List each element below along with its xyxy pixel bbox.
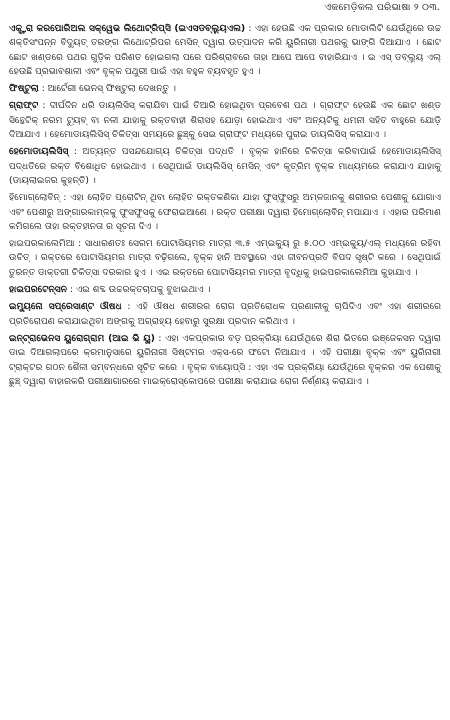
entry-term: ହେମୋଡାୟଲିସିସ୍ <box>9 147 69 158</box>
entry-hyperkalemia <box>9 237 441 280</box>
entry-definition: ହିମୋଗ୍ଲୋବିନ୍ : ଏହା ଲୋହିତ ପ୍ରୋଟିନ୍ ଥିବା ଲୋହିତ ରକ୍ତକଣିକା ଯାହା ଫୁସ୍‌ଫୁସରୁ ଅମ୍ଳଜାନକୁ ଶରୀରର ପେଶୀକୁ ଯୋଗାଏ ଏବଂ ପେଶୀରୁ ଅଙ୍ଗାରକାମ୍ଳକୁ ଫୁସଫୁସକୁ ଫେରାଇଆଣେ । ରକ୍ତ ପରୀକ୍ଷା ଦ୍ୱାରା ହିମୋଗ୍ଲୋବିନ୍ ମପାଯାଏ । ଏହାର ପରିମାଣ କମିଗଲେ ତାହା ରକ୍ତହୀନତା ର ସୂଚନା ଦିଏ । <box>9 193 441 232</box>
entry-definition: ହାଇପରକାଲେମିଆ : ସାଧାରଣତଃ ସେରମ ପୋଟାସିୟମର ମାତ୍ରା ୩.୫ ଏମ୍‌ଇକ୍ୟୁ ରୁ ୫.୦୦ ଏମ୍‌ଇକ୍ୟୁ/ଏଲ୍ ମଧ୍ୟରେ ରହିବା ଉଚିତ୍ । ରକ୍ତରେ ପୋଟାସିୟମର ମାତ୍ରା ବଢ଼ିଗଲେ, ବୃକ୍କ ହାନି ଅବସ୍ଥାରେ ଏହା ଜୀବନପ୍ରତି ବିପଦ ସୃଷ୍ଟି କରେ । ସେଥିପାଇଁ ତୁରନ୍ତ ଡାକ୍ତରୀ ଚିକିତ୍ସା ଦରକାର ହୁଏ । ଏଇ ରକ୍ତରେ ପୋଟାସିୟମର ମାତ୍ରା ବୃଦ୍ଧିକୁ ହାଇପରକାଲେମିଆ କୁହାଯାଏ । <box>9 239 441 278</box>
entry-definition: : ଏହା ଏକପ୍ରକାର ବଡ଼ ପ୍ରକ୍ରିୟା ଯେଉଁଥିରେ ଶିରା ଭିତରେ ଇଞ୍ଜେକସନ ଦ୍ୱାରା ଡାଇ ଦିଆଗଲାପରେ କ୍ରମାନୁସାରେ ୟୁରିନାରୀ ସିଷ୍ଟମର ଏକ୍ସ-ରେ ଫଟୋ ନିଆଯାଏ । ଏହି ପରୀକ୍ଷା ବୃକ୍କ ଏବଂ ୟୁରିନାରୀ ଟ୍ରାକ୍ଟର ଗଠନ ଶୈଳୀ ସମ୍ବନ୍ଧରେ ସୂଚିତ କରେ । ବୃକ୍କ ବାୟୋପ୍‌ସି : ଏହା ଏକ ପ୍ରକ୍ରିୟା ଯେଉଁଥିରେ ବୃକ୍କର ଏକ ପେଶୀକୁ ଛୁଞ୍ଚ୍ ଦ୍ୱାରା ବାହାରକରି ପରୀକ୍ଷାଗାରରେ ମାଇକ୍ରୋସ୍କୋପରେ ପରୀକ୍ଷା କରାଯାଇ ରୋଗ ନିର୍ଣ୍ଣୟ କରାଯାଏ । <box>9 333 442 387</box>
entry-term: ଏକ୍ସ୍ଟ୍ରା କରପୋରିଅଲ ସକ୍‌ୱେଭ ଲିଥୋଟ୍ରିପ୍‌ସି (ଇଏସଡବ୍ଲ୍ୟୁଏଲ) <box>9 24 246 34</box>
entry-immunosuppressant <box>9 300 441 329</box>
entry-term: ହାଇପରଟେନ୍‌ସନ <box>9 285 67 296</box>
entry-eswl <box>9 22 441 79</box>
entry-term: ଗ୍ରାଫ୍ଟ <box>9 101 39 112</box>
entry-hemoglobin <box>9 191 441 234</box>
entry-hemodialysis <box>9 145 441 188</box>
entry-term: ଫିଷ୍ଟୁଲା <box>9 84 39 95</box>
entry-ivu <box>9 332 441 389</box>
page-header: ଏକମେଡ଼ିକଲ ପରିଭାଷା ୨ ୦୩. <box>324 2 440 13</box>
entry-graft <box>9 99 441 142</box>
entry-fistula <box>9 82 441 96</box>
entry-definition: : ଅତ୍ୟନ୍ତ ପସନ୍ଦଯୋଗ୍ୟ ଚିକିତ୍ସା ପଦ୍ଧତି । ବୃକ୍କ ହାନିରେ ଚିକିତ୍ସା କରିବାପାଇଁ ହେମୋଡାୟଲିସିସ୍ ପଦ୍ଧତିରେ ରକ୍ତ ବିଶୋଧିତ ହୋଇଥାଏ । ସେଥିପାଇଁ ଡାୟଲିସିସ୍ ମେସିନ୍ ଏବଂ କୃତ୍ରିମ ବୃକ୍କ ମାଧ୍ୟମରେ କରାଯାଏ ଯାହାକୁ (ଡାୟଲାଇଜର କୁହନ୍ତି) । <box>9 147 441 186</box>
page-content <box>9 22 441 392</box>
entry-term: ଇମ୍ୟୁନୋ ସପ୍ରେସାଣ୍ଟ ଔଷଧ <box>9 302 122 313</box>
entry-definition: : ଆର୍ଟେରୀ ଭେନସ୍ ଫିଷ୍ଟୁଲା ଦେଖନ୍ତୁ । <box>38 84 176 95</box>
entry-definition: : ଏହା ହେଉଛି ଏକ ପ୍ରକାର ମୋଡାଲିଟି ଯେଉଁଥିରେ ଉଚ୍ଚ ଶକ୍ତିସଂପନ୍ନ ବିଦ୍ୟୁତ୍ ତରଙ୍ଗ ଲିଥୋଟ୍ରିପର ମେସିନ୍ ଦ୍ୱାରା ଉତ୍ପାଦନ କରି ୟୁରିନାରୀ ପଥରକୁ ଭାଙ୍ଗି ଦିଆଯାଏ । ଛୋଟ ଛୋଟ ଖଣ୍ଡରେ ପଥର ଗୁଡ଼ିକ ପରିଣତ ହୋଇଗଲା ପରେ ପରିଶ୍ରାବରେ ତାହା ଆପେ ଆପେ ବାହାରିଯାଏ । ଇ ଏସ୍ ଡବ୍ଲ୍ୟୁ ଏଲ୍ ହେଉଛି ପ୍ରଭାବଶାଳୀ ଏବଂ ବୃକ୍କ ପଥୁରୀ ପାଇଁ ଏହା ବହୁଳ ବ୍ୟବହୃତ ହୁଏ । <box>9 24 442 77</box>
entry-term: ଇନ୍‌ଟ୍ରାଭେନସ ୟୁରୋଗ୍ରାମ (ଆଇ ଭି ୟୁ) <box>9 333 155 344</box>
entry-definition: : ଏହି ଔଷଧ ଶରୀରର ରୋଗ ପ୍ରତିରୋଧକ ପ୍ରଣାଳୀକୁ ଚାପିଦିଏ ଏବଂ ଏହା ଶରୀରରେ ପ୍ରତିରୋପଣ କରାଯାଇଥିବା ଅଙ୍ଗକୁ ଅଗ୍ରାହ୍ୟ ହେବାରୁ ସୁରକ୍ଷା ପ୍ରଦାନ କରିଥାଏ । <box>9 302 441 327</box>
entry-hypertension <box>9 283 441 297</box>
entry-definition: : ଦୀର୍ଘଦିନ ଧରି ଡାୟଲିସିସ୍ କରାଯିବା ପାଇଁ ତିଆରି ହୋଇଥିବା ପ୍ରବେଶ ପଥ । ଗ୍ରାଫ୍ଟ ହେଉଛି ଏକ ଛୋଟ ଖଣ୍ଡ ସିନ୍ଥେଟିକ୍ ନରମ ଟ୍ୟୁବ୍ ବା ନଳୀ ଯାହାକୁ ରକ୍ତବାହୀ ଶିରାସହ ଯୋଡ଼ା ହୋଇଥାଏ ଏବଂ ଅନ୍ୟଟିକୁ ଧମନୀ ସହିତ ବାହୁରେ ଯୋଡ଼ି ଦିଆଯାଏ । ହେମୋଡାୟଲିସିସ୍ ଚିକିତ୍ସା ସମୟରେ ଛୁଞ୍ଚ୍କୁ ସେଇ ଗ୍ରାଫ୍ଟ ମଧ୍ୟରେ ପୁରାଇ ଡାୟଲିସିସ୍ କରାଯାଏ । <box>9 101 441 141</box>
entry-definition: : ଏଇ ଶବ୍ଦ ଉଚ୍ଚରକ୍ତଚାପକୁ ବୁଝାଇଥାଏ । <box>66 285 211 296</box>
